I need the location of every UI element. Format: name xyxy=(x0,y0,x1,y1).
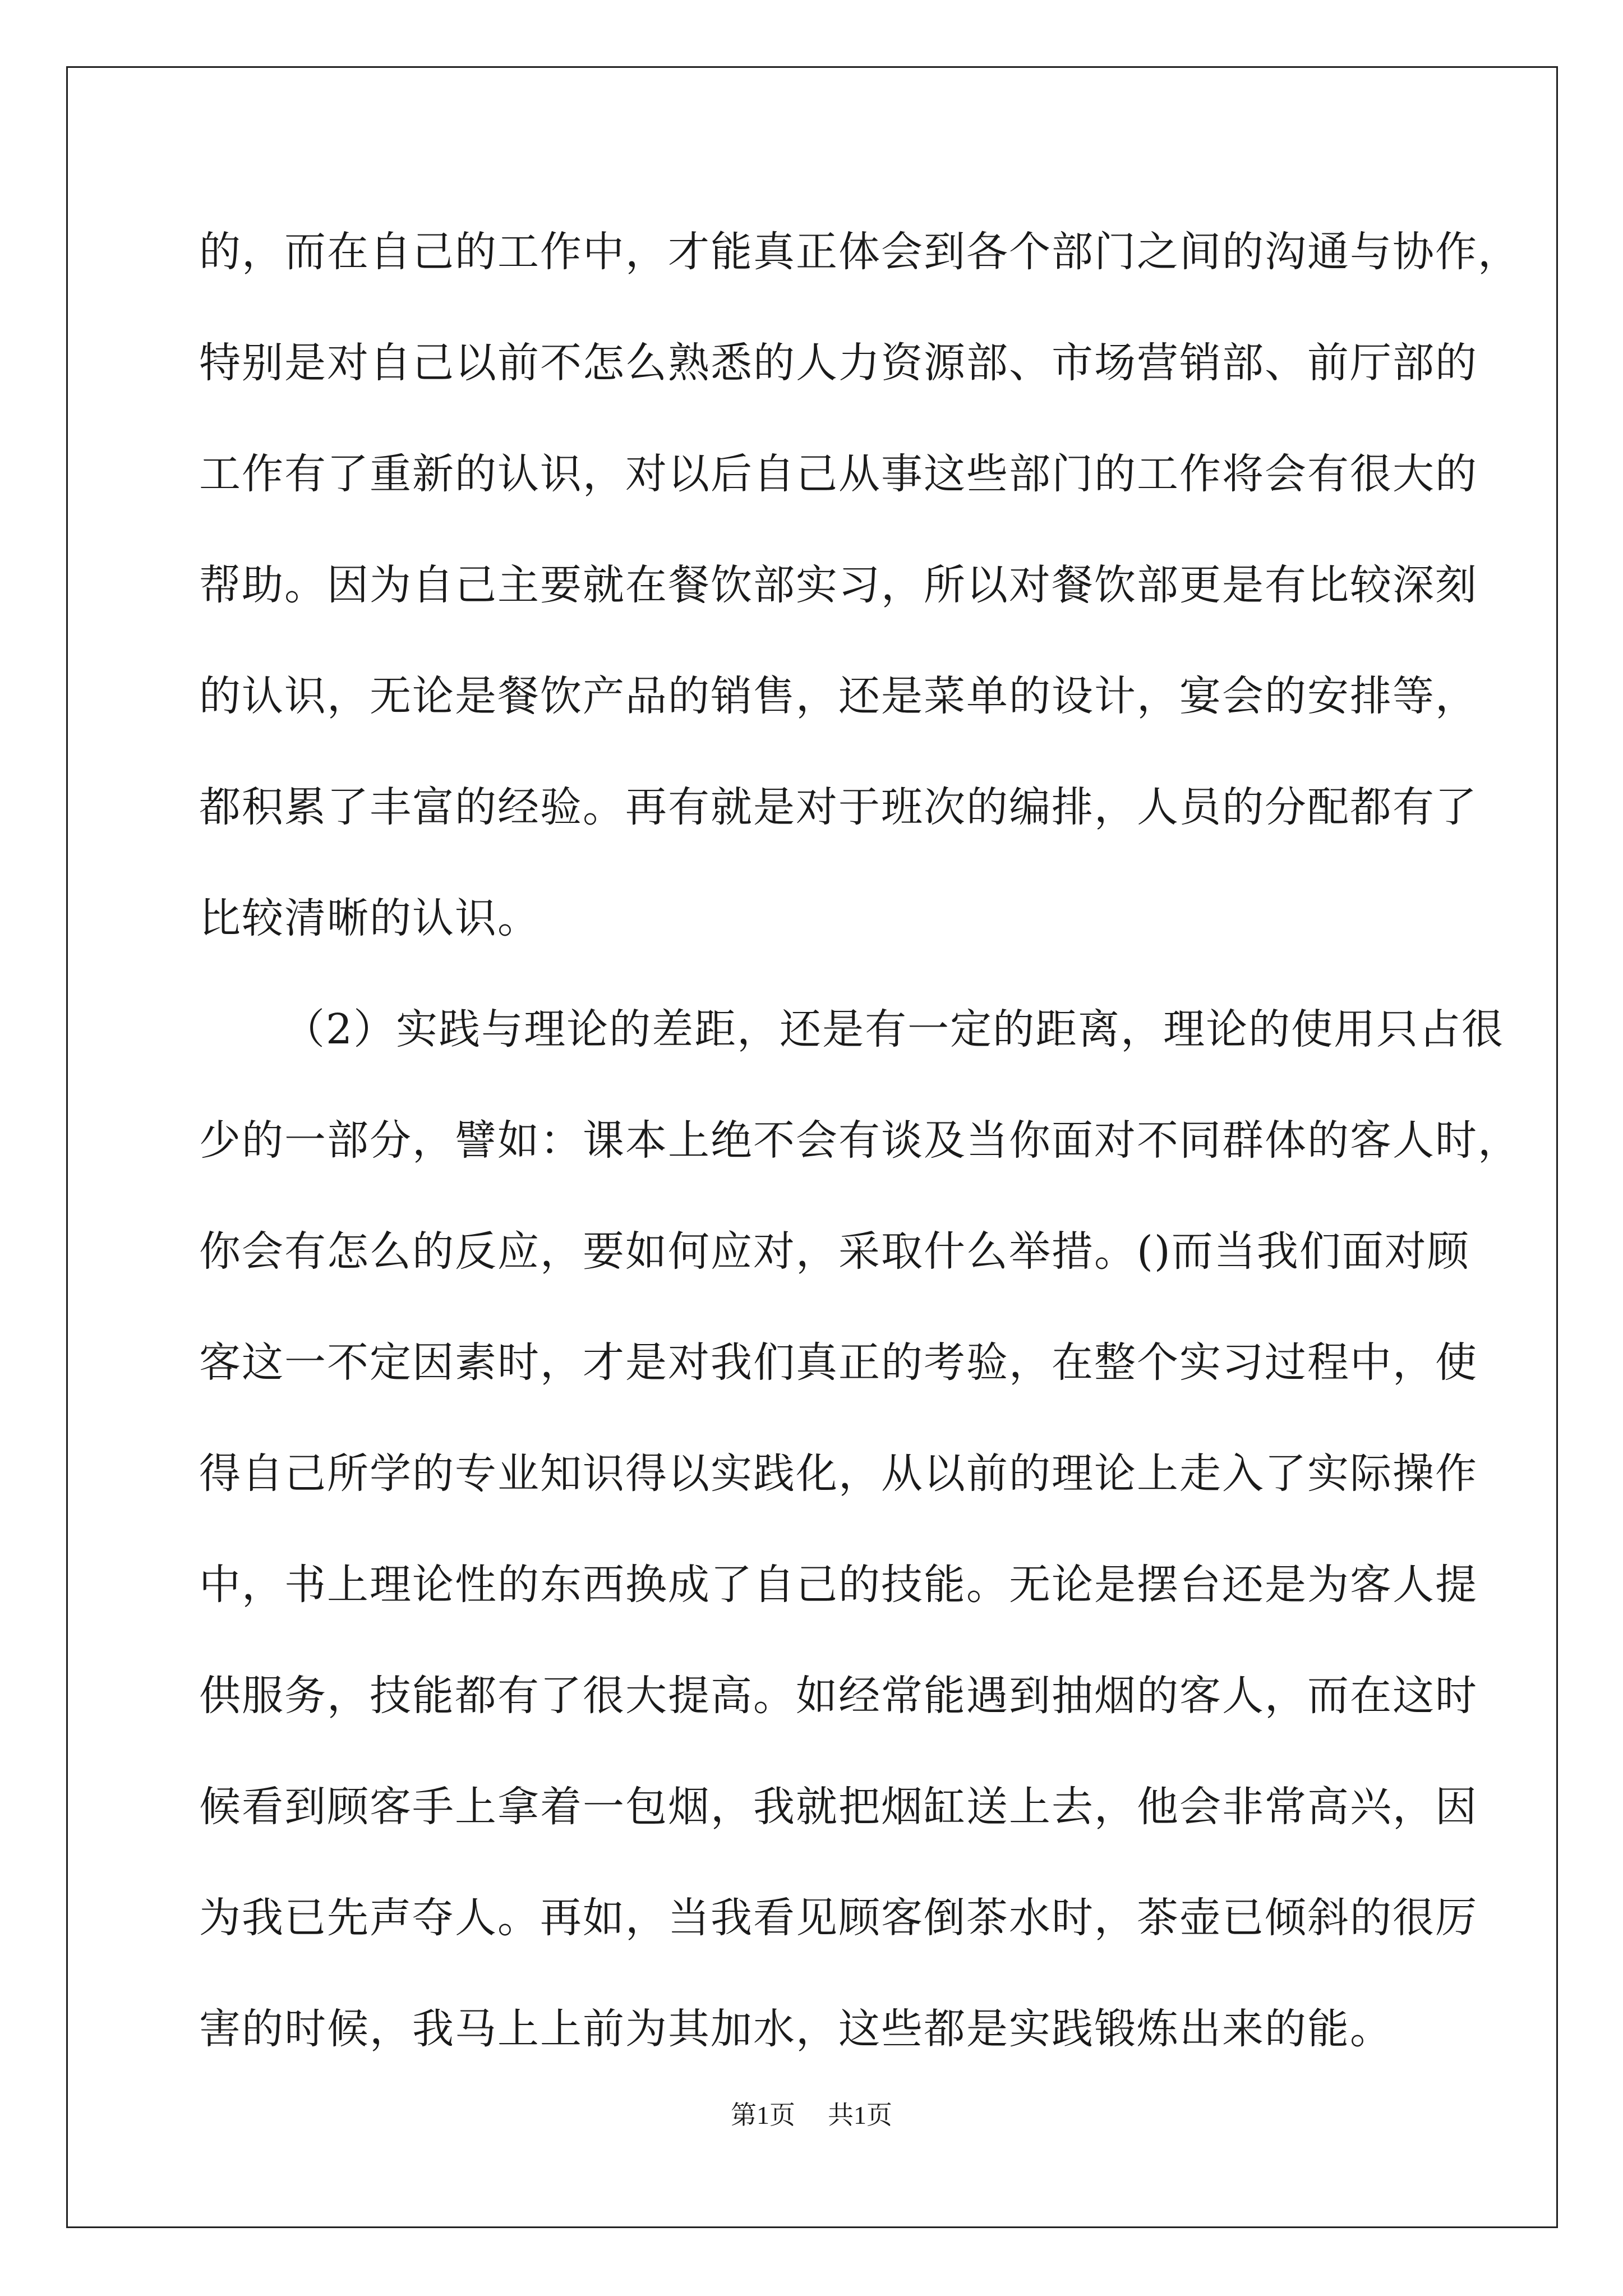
text-line: 的，而在自己的工作中，才能真正体会到各个部门之间的沟通与协作， xyxy=(199,228,1520,276)
document-body xyxy=(199,196,1520,2085)
text-line: 你会有怎么的反应，要如何应对，采取什么举措。()而当我们面对顾 xyxy=(199,1227,1470,1276)
page-footer xyxy=(0,2095,1623,2132)
page-number: 第1页 xyxy=(731,2101,795,2129)
text-line: 都积累了丰富的经验。再有就是对于班次的编排，人员的分配都有了 xyxy=(199,783,1478,831)
text-line: 中，书上理论性的东西换成了自己的技能。无论是摆台还是为客人提 xyxy=(199,1561,1478,1609)
paragraph-start-line: （2）实践与理论的差距，还是有一定的距离，理论的使用只占很 xyxy=(283,1005,1505,1053)
page-total: 共1页 xyxy=(828,2101,892,2129)
text-line: 候看到顾客手上拿着一包烟，我就把烟缸送上去，他会非常高兴，因 xyxy=(199,1783,1478,1831)
text-line: 少的一部分，譬如：课本上绝不会有谈及当你面对不同群体的客人时， xyxy=(199,1116,1520,1165)
text-line: 客这一不定因素时，才是对我们真正的考验，在整个实习过程中，使 xyxy=(199,1338,1478,1387)
text-line: 得自己所学的专业知识得以实践化，从以前的理论上走入了实际操作 xyxy=(199,1450,1478,1498)
text-line: 供服务，技能都有了很大提高。如经常能遇到抽烟的客人，而在这时 xyxy=(199,1672,1478,1720)
text-line: 比较清晰的认识。 xyxy=(199,894,540,942)
text-line: 特别是对自己以前不怎么熟悉的人力资源部、市场营销部、前厅部的 xyxy=(199,339,1478,387)
text-line: 害的时候，我马上上前为其加水，这些都是实践锻炼出来的能。 xyxy=(199,2005,1393,2053)
text-line: 为我已先声夺人。再如，当我看见顾客倒茶水时，茶壶已倾斜的很厉 xyxy=(199,1894,1478,1942)
text-line: 的认识，无论是餐饮产品的销售，还是菜单的设计，宴会的安排等， xyxy=(199,672,1478,720)
text-line: 工作有了重新的认识，对以后自己从事这些部门的工作将会有很大的 xyxy=(199,450,1478,498)
text-line: 帮助。因为自己主要就在餐饮部实习，所以对餐饮部更是有比较深刻 xyxy=(199,561,1478,609)
